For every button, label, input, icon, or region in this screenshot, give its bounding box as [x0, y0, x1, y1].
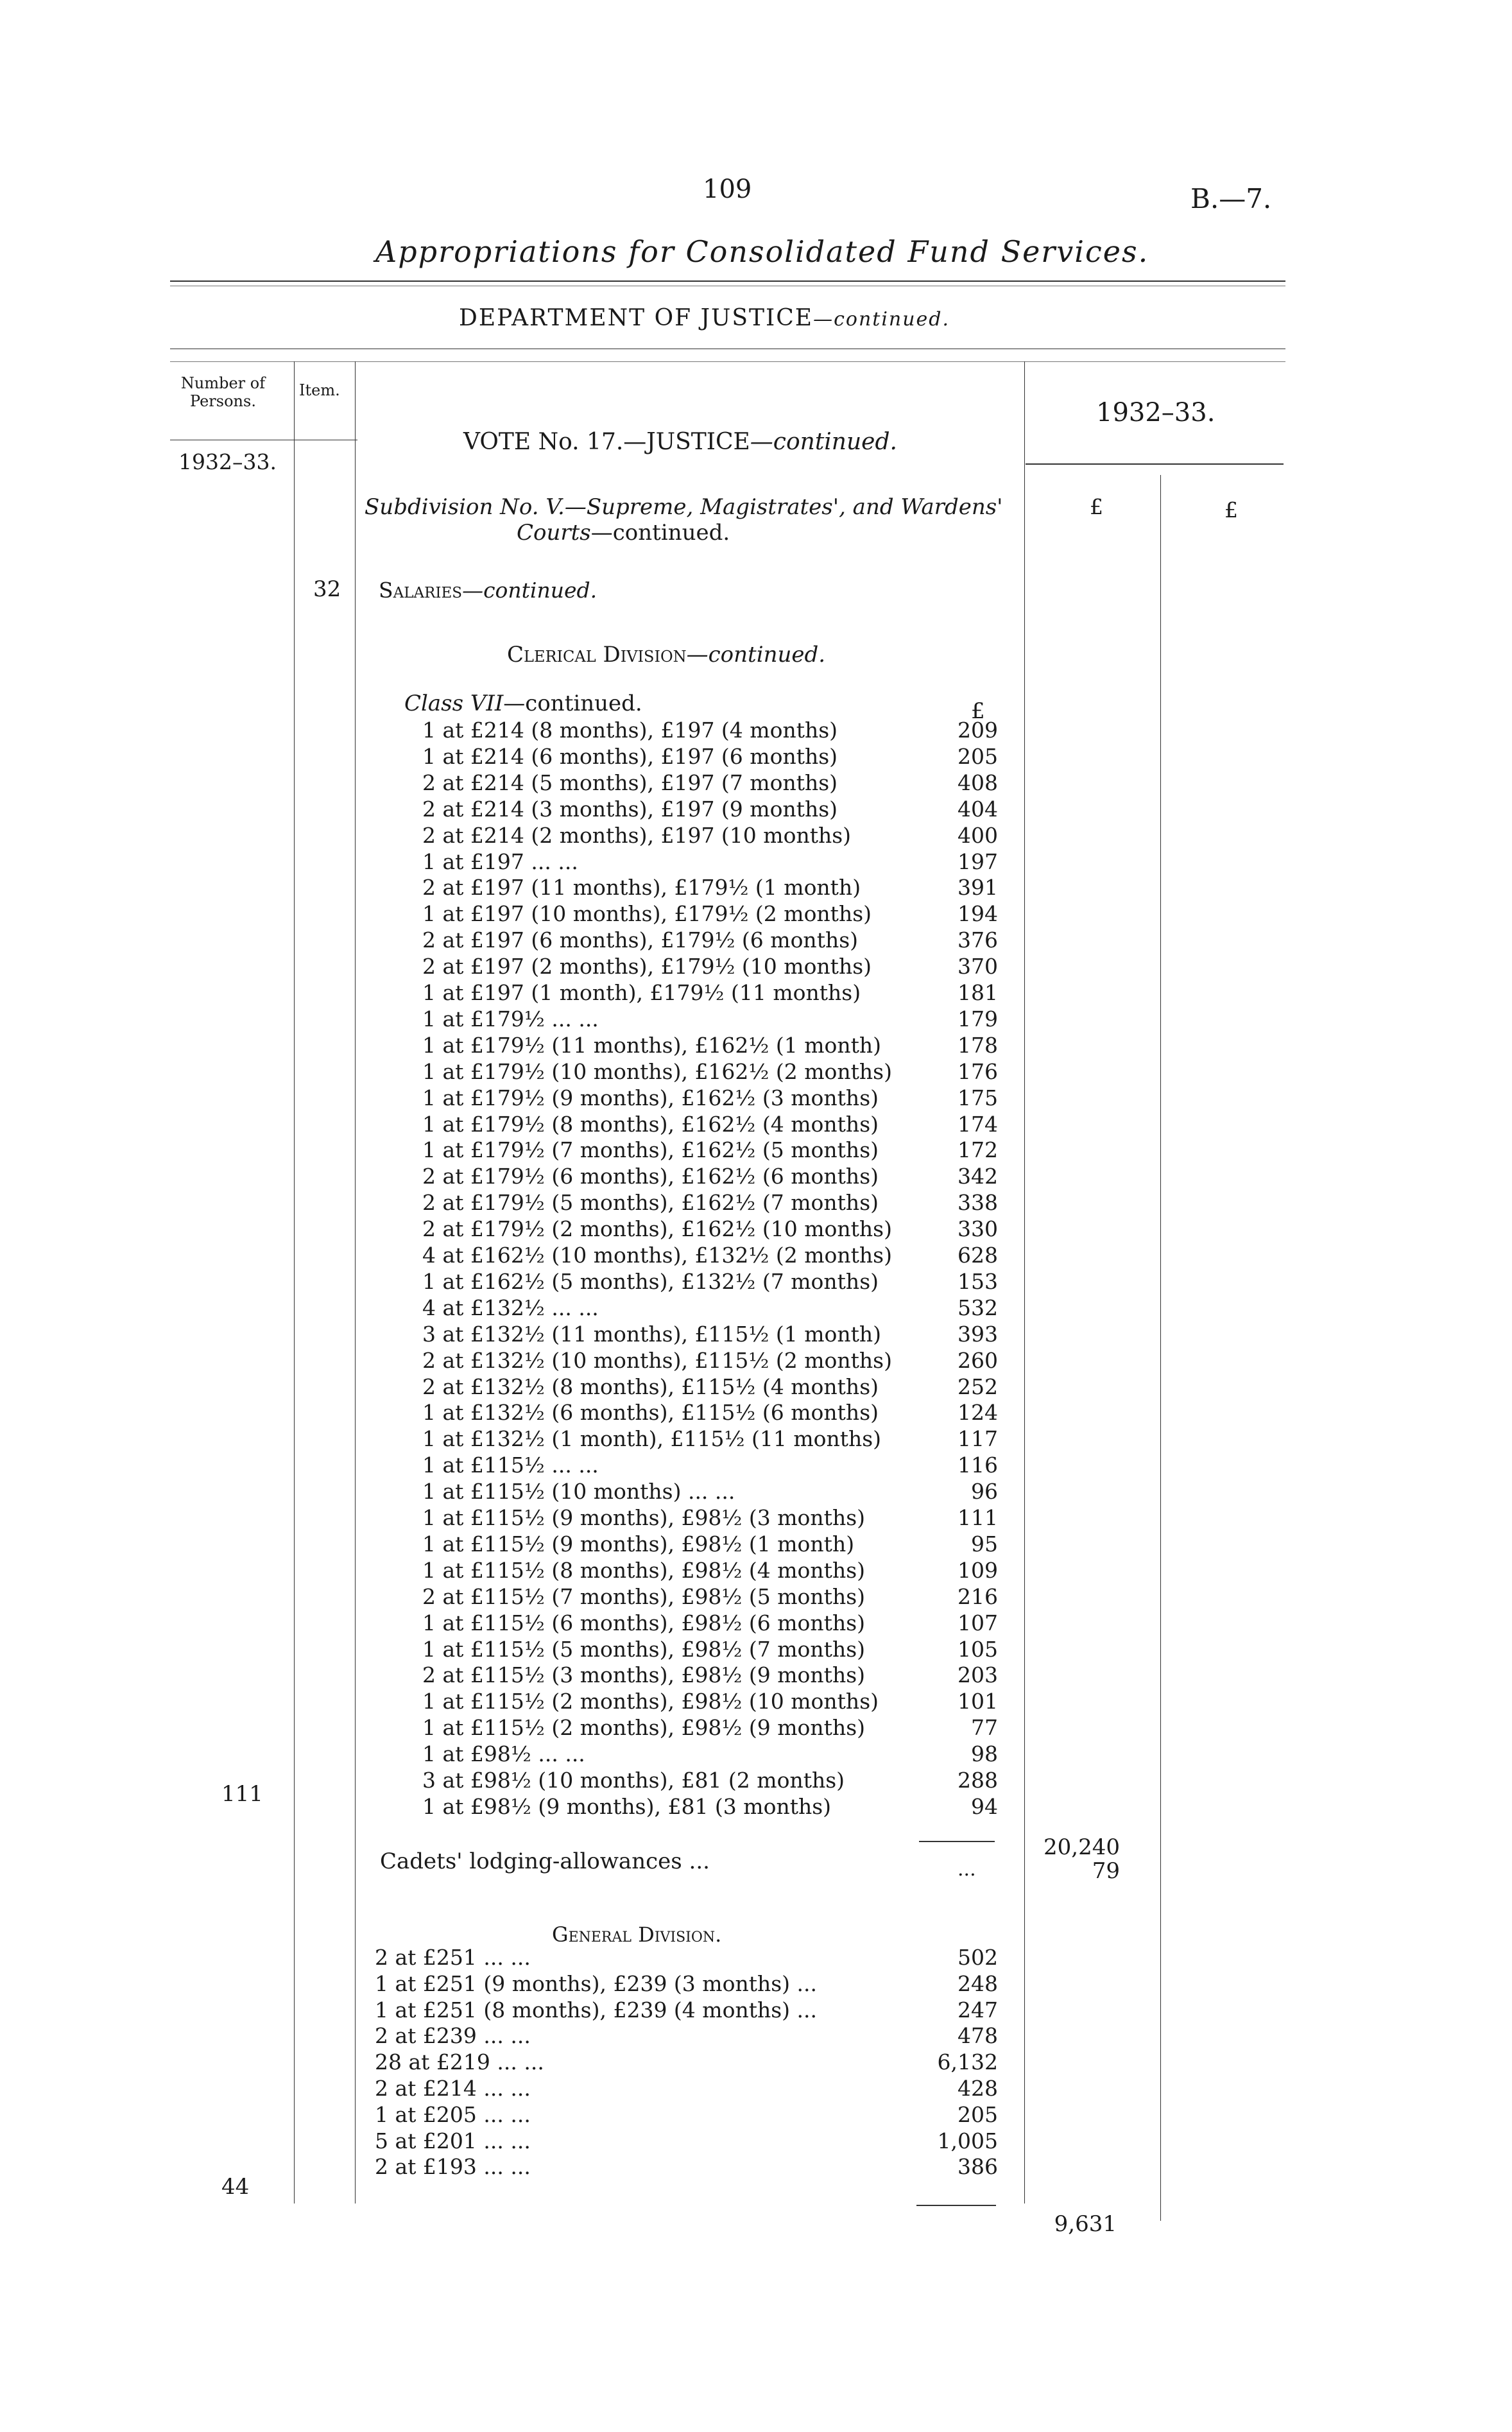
clerical-row [0, 1374, 1512, 1400]
clerical-row-amount: 111 [958, 1505, 998, 1530]
department-heading [459, 305, 950, 331]
cadets-dots: ... [958, 1858, 976, 1881]
clerical-row-text: 1 at £115½ (10 months) ... ... [422, 1479, 735, 1505]
clerical-row-amount: 174 [958, 1111, 998, 1137]
clerical-sum-rule [919, 1841, 995, 1842]
clerical-row-amount: 116 [958, 1453, 998, 1478]
clerical-row-amount: 107 [958, 1610, 998, 1635]
number-of-persons-header: Number of Persons. [180, 374, 266, 410]
page-title: Appropriations for Consolidated Fund Services. [375, 234, 1149, 269]
clerical-row [0, 1531, 1512, 1557]
pound-column-1: £ [1090, 494, 1103, 519]
general-row-text: 2 at £251 ... ... [375, 1945, 531, 1970]
clerical-row-text: 4 at £132½ ... ... [422, 1295, 599, 1320]
amount-pound-header: £ [971, 698, 985, 724]
clerical-row-amount: 408 [958, 770, 998, 795]
cadets-value: 79 [1092, 1858, 1120, 1884]
clerical-row-amount: 400 [958, 822, 998, 848]
clerical-row-text: 1 at £179½ (10 months), £162½ (2 months) [422, 1058, 892, 1084]
item-header: Item. [299, 381, 340, 399]
general-row-text: 1 at £251 (9 months), £239 (3 months) ... [375, 1971, 817, 1996]
clerical-row-text: 1 at £98½ (9 months), £81 (3 months) [422, 1793, 832, 1819]
clerical-row-amount: 153 [958, 1268, 998, 1294]
general-heading: General Division. [552, 1922, 722, 1947]
clerical-row [0, 1400, 1512, 1426]
general-row-amount: 247 [958, 1997, 998, 2022]
clerical-row-amount: 117 [958, 1426, 998, 1452]
year-left-header: 1932–33. [178, 449, 277, 474]
clerical-row [0, 1085, 1512, 1111]
department-name: DEPARTMENT OF JUSTICE [459, 305, 814, 331]
clerical-row-text: 2 at £214 (2 months), £197 (10 months) [422, 822, 852, 848]
clerical-row [0, 875, 1512, 901]
clerical-row-text: 1 at £115½ (2 months), £98½ (9 months) [422, 1715, 866, 1741]
page-number: 109 [703, 175, 752, 204]
clerical-total: 20,240 [1044, 1834, 1120, 1860]
clerical-row-amount: 95 [971, 1531, 998, 1557]
subdivision-heading-line2 [517, 520, 730, 546]
year-right-rule [1026, 463, 1284, 465]
year-right-header: 1932–33. [1096, 398, 1216, 427]
general-row-amount: 205 [958, 2101, 998, 2127]
general-row-amount: 386 [958, 2154, 998, 2180]
clerical-row-amount: 109 [958, 1557, 998, 1583]
clerical-row-amount: 376 [958, 927, 998, 953]
general-row-text: 28 at £219 ... ... [375, 2049, 544, 2075]
general-row-amount: 502 [958, 1945, 998, 1970]
clerical-row-amount: 98 [971, 1741, 998, 1767]
clerical-row-text: 2 at £197 (2 months), £179½ (10 months) [422, 954, 872, 979]
vote-title-suffix: —continued. [750, 429, 897, 455]
salaries-suffix: —continued. [462, 578, 597, 603]
general-row [0, 1945, 1512, 1971]
clerical-row [0, 1637, 1512, 1662]
clerical-row-text: 3 at £98½ (10 months), £81 (2 months) [422, 1768, 845, 1793]
clerical-row [0, 1322, 1512, 1347]
clerical-row-text: 1 at £179½ (9 months), £162½ (3 months) [422, 1085, 879, 1110]
clerical-row-text: 1 at £197 (1 month), £179½ (11 months) [422, 980, 861, 1005]
clerical-row-amount: 77 [971, 1715, 998, 1741]
clerical-row-text: 1 at £132½ (6 months), £115½ (6 months) [422, 1400, 879, 1426]
vote-title-main: VOTE No. 17.—JUSTICE [463, 429, 750, 455]
clerical-row [0, 1689, 1512, 1714]
clerical-row-text: 2 at £197 (11 months), £179½ (1 month) [422, 875, 861, 901]
clerical-row [0, 1715, 1512, 1741]
clerical-row-amount: 342 [958, 1164, 998, 1189]
general-row-text: 1 at £205 ... ... [375, 2101, 531, 2127]
clerical-row-amount: 216 [958, 1583, 998, 1609]
department-suffix: —continued. [813, 308, 950, 331]
clerical-row-amount: 393 [958, 1321, 998, 1347]
clerical-row [0, 718, 1512, 743]
clerical-row [0, 1216, 1512, 1242]
general-total: 9,631 [1054, 2211, 1117, 2237]
general-row [0, 1971, 1512, 1997]
clerical-row-amount: 176 [958, 1058, 998, 1084]
general-row-text: 5 at £201 ... ... [375, 2128, 531, 2153]
clerical-row [0, 1006, 1512, 1032]
class-label: Class VII [404, 691, 504, 716]
clerical-heading [507, 642, 825, 668]
clerical-row [0, 1033, 1512, 1058]
clerical-row [0, 1137, 1512, 1163]
clerical-row-amount: 124 [958, 1400, 998, 1426]
clerical-row [0, 1243, 1512, 1268]
clerical-row-amount: 628 [958, 1243, 998, 1268]
clerical-row-text: 1 at £115½ ... ... [422, 1453, 599, 1478]
clerical-row-text: 1 at £98½ ... ... [422, 1741, 585, 1767]
clerical-row-amount: 96 [971, 1479, 998, 1505]
clerical-row-amount: 203 [958, 1662, 998, 1688]
clerical-row-amount: 252 [958, 1374, 998, 1399]
clerical-row-amount: 178 [958, 1032, 998, 1058]
clerical-row [0, 1558, 1512, 1583]
clerical-row-text: 1 at £197 (10 months), £179½ (2 months) [422, 901, 872, 927]
clerical-row [0, 823, 1512, 849]
general-row-amount: 248 [958, 1971, 998, 1996]
clerical-row-text: 1 at £197 ... ... [422, 849, 578, 874]
clerical-row-text: 1 at £115½ (6 months), £98½ (6 months) [422, 1610, 866, 1635]
clerical-row [0, 1505, 1512, 1531]
general-row [0, 1997, 1512, 2023]
clerical-row-text: 2 at £132½ (10 months), £115½ (2 months) [422, 1347, 892, 1373]
cadets-label: Cadets' lodging-allowances ... [380, 1849, 710, 1874]
clerical-row-amount: 101 [958, 1689, 998, 1714]
clerical-row [0, 797, 1512, 822]
clerical-row-text: 3 at £132½ (11 months), £115½ (1 month) [422, 1321, 882, 1347]
clerical-row [0, 927, 1512, 953]
general-row [0, 2076, 1512, 2101]
clerical-row [0, 1479, 1512, 1505]
clerical-row-amount: 94 [971, 1793, 998, 1819]
clerical-row-amount: 209 [958, 718, 998, 743]
clerical-row-text: 2 at £179½ (2 months), £162½ (10 months) [422, 1216, 892, 1242]
subdivision-heading: Subdivision No. V.—Supreme, Magistrates', and Wardens' [365, 494, 1003, 520]
general-row-amount: 428 [958, 2076, 998, 2101]
clerical-row [0, 954, 1512, 979]
clerical-row [0, 980, 1512, 1006]
class-suffix: —continued. [503, 691, 642, 716]
item-number: 32 [313, 576, 341, 602]
clerical-row-text: 2 at £197 (6 months), £179½ (6 months) [422, 927, 859, 953]
general-row-amount: 6,132 [937, 2049, 998, 2075]
general-sum-rule [916, 2205, 996, 2206]
document-reference: B.—7. [1190, 183, 1272, 214]
clerical-row-text: 1 at £115½ (9 months), £98½ (1 month) [422, 1531, 855, 1557]
general-row-text: 2 at £239 ... ... [375, 2023, 531, 2049]
clerical-row [0, 1164, 1512, 1189]
clerical-row [0, 901, 1512, 927]
clerical-row-amount: 105 [958, 1636, 998, 1662]
clerical-row-amount: 260 [958, 1347, 998, 1373]
clerical-row [0, 1190, 1512, 1216]
clerical-row-text: 1 at £115½ (5 months), £98½ (7 months) [422, 1636, 866, 1662]
clerical-row [0, 1059, 1512, 1085]
clerical-row-text: 1 at £214 (8 months), £197 (4 months) [422, 718, 838, 743]
clerical-row-text: 2 at £214 (3 months), £197 (9 months) [422, 796, 838, 822]
clerical-row-amount: 175 [958, 1085, 998, 1110]
clerical-persons-total: 111 [221, 1781, 263, 1807]
class-heading [404, 691, 642, 716]
clerical-row [0, 1610, 1512, 1636]
clerical-row-text: 2 at £214 (5 months), £197 (7 months) [422, 770, 838, 795]
clerical-row-text: 2 at £179½ (5 months), £162½ (7 months) [422, 1190, 879, 1216]
general-row-amount: 478 [958, 2023, 998, 2049]
clerical-row [0, 1348, 1512, 1374]
clerical-row-text: 1 at £115½ (8 months), £98½ (4 months) [422, 1557, 866, 1583]
clerical-row [0, 1295, 1512, 1321]
clerical-row-text: 2 at £115½ (3 months), £98½ (9 months) [422, 1662, 866, 1688]
subdivision-suffix: —continued. [590, 520, 730, 546]
clerical-row-amount: 370 [958, 954, 998, 979]
general-row [0, 2023, 1512, 2049]
clerical-row-amount: 338 [958, 1190, 998, 1216]
clerical-row-text: 2 at £179½ (6 months), £162½ (6 months) [422, 1164, 879, 1189]
general-row-text: 1 at £251 (8 months), £239 (4 months) ... [375, 1997, 817, 2022]
general-row [0, 2128, 1512, 2154]
clerical-row-text: 1 at £179½ (11 months), £162½ (1 month) [422, 1032, 882, 1058]
clerical-row-amount: 330 [958, 1216, 998, 1242]
clerical-row-text: 2 at £132½ (8 months), £115½ (4 months) [422, 1374, 879, 1399]
clerical-row [0, 1426, 1512, 1452]
clerical-row-text: 4 at £162½ (10 months), £132½ (2 months) [422, 1243, 892, 1268]
salaries-heading [379, 578, 597, 603]
table-top-rule [170, 361, 1285, 362]
general-row-text: 2 at £193 ... ... [375, 2154, 531, 2180]
clerical-row [0, 849, 1512, 875]
clerical-row-text: 1 at £179½ ... ... [422, 1006, 599, 1031]
clerical-row [0, 1453, 1512, 1478]
clerical-row [0, 744, 1512, 770]
clerical-row [0, 770, 1512, 796]
clerical-row-amount: 197 [958, 849, 998, 874]
clerical-row-amount: 179 [958, 1006, 998, 1031]
general-row [0, 2102, 1512, 2128]
vote-title [463, 429, 897, 455]
clerical-row [0, 1584, 1512, 1610]
title-rule [170, 280, 1285, 282]
pound-column-2: £ [1224, 497, 1238, 522]
clerical-row-text: 1 at £179½ (7 months), £162½ (5 months) [422, 1137, 879, 1163]
clerical-label: Clerical Division [507, 642, 687, 668]
clerical-row [0, 1269, 1512, 1295]
clerical-row-text: 1 at £179½ (8 months), £162½ (4 months) [422, 1111, 879, 1137]
clerical-row-text: 1 at £132½ (1 month), £115½ (11 months) [422, 1426, 882, 1452]
clerical-row-text: 1 at £115½ (9 months), £98½ (3 months) [422, 1505, 866, 1530]
general-persons-total: 44 [221, 2174, 250, 2200]
general-row-text: 2 at £214 ... ... [375, 2076, 531, 2101]
clerical-row-text: 2 at £115½ (7 months), £98½ (5 months) [422, 1583, 866, 1609]
salaries-label: Salaries [379, 578, 463, 603]
general-row [0, 2049, 1512, 2075]
clerical-row-amount: 205 [958, 743, 998, 769]
clerical-suffix: —continued. [686, 642, 826, 668]
clerical-row-amount: 532 [958, 1295, 998, 1320]
clerical-row-amount: 181 [958, 980, 998, 1005]
clerical-row-text: 1 at £214 (6 months), £197 (6 months) [422, 743, 838, 769]
clerical-row [0, 1112, 1512, 1137]
subdivision-courts: Courts [517, 520, 591, 546]
clerical-row-text: 1 at £115½ (2 months), £98½ (10 months) [422, 1689, 879, 1714]
clerical-row-amount: 288 [958, 1768, 998, 1793]
clerical-row-amount: 194 [958, 901, 998, 927]
clerical-row [0, 1662, 1512, 1688]
clerical-row-amount: 391 [958, 875, 998, 901]
clerical-row-amount: 172 [958, 1137, 998, 1163]
clerical-row-amount: 404 [958, 796, 998, 822]
general-row-amount: 1,005 [937, 2128, 998, 2153]
clerical-row-text: 1 at £162½ (5 months), £132½ (7 months) [422, 1268, 879, 1294]
clerical-row [0, 1741, 1512, 1767]
